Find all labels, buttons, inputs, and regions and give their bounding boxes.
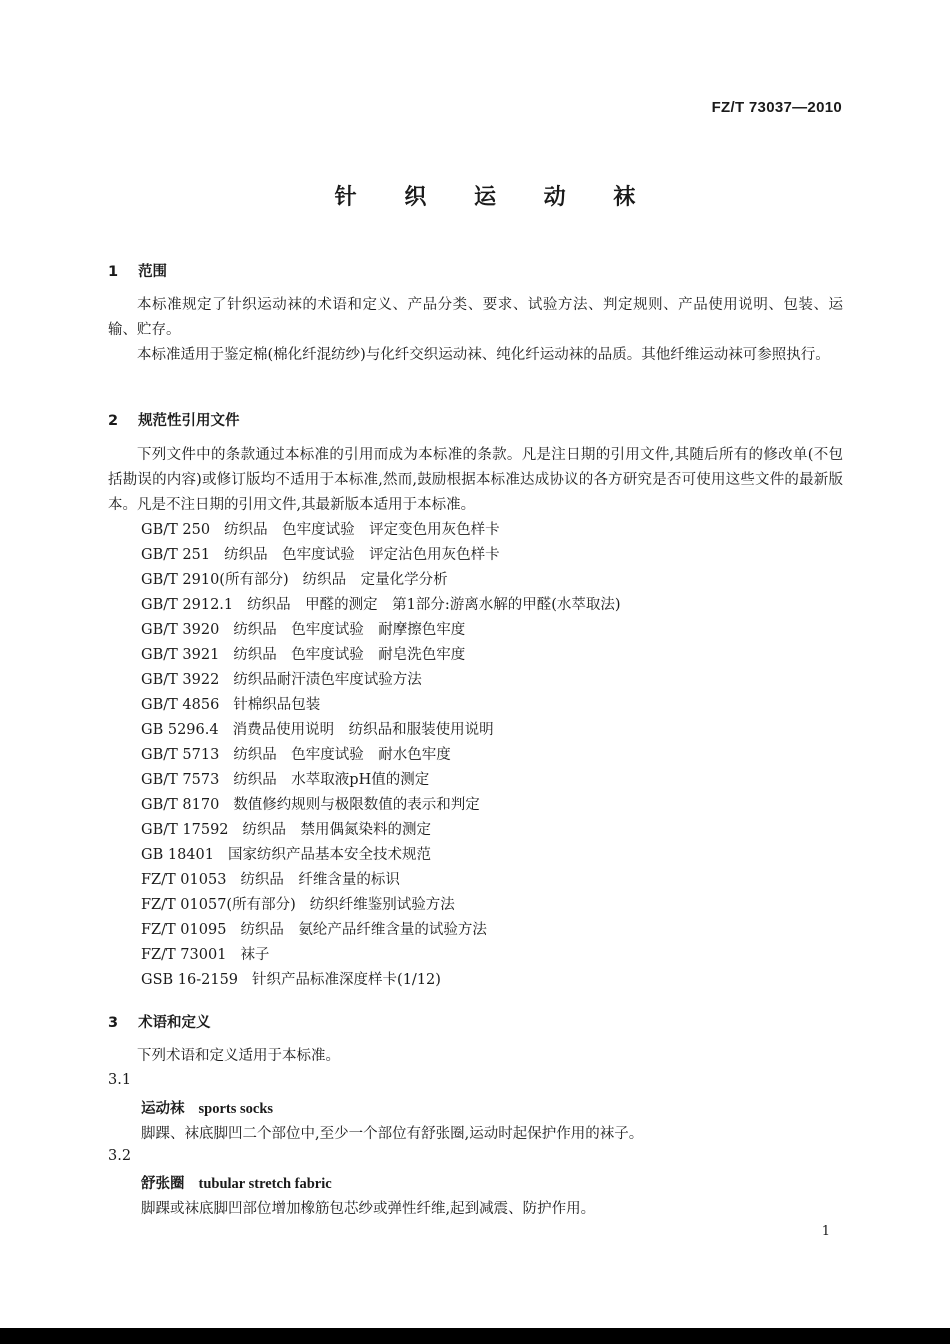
reference-item xyxy=(141,818,621,843)
reference-code: GSB 16-2159 xyxy=(141,972,239,988)
section-3-intro: 下列术语和定义适用于本标准。 xyxy=(137,1048,340,1064)
reference-code: FZ/T 01053 xyxy=(141,872,227,888)
reference-code: GB 5296.4 xyxy=(141,722,219,738)
reference-code: GB 18401 xyxy=(141,847,214,863)
reference-item xyxy=(141,968,621,993)
normative-references-list xyxy=(141,518,621,993)
reference-item xyxy=(141,593,621,618)
reference-title: 纺织品耐汗渍色牢度试验方法 xyxy=(233,672,422,688)
reference-item xyxy=(141,668,621,693)
reference-title: 纺织品 甲醛的测定 第1部分:游离水解的甲醛(水萃取法) xyxy=(247,597,621,613)
reference-item xyxy=(141,793,621,818)
reference-item xyxy=(141,918,621,943)
reference-title: 纺织品 色牢度试验 耐水色牢度 xyxy=(233,747,451,763)
section-3-heading xyxy=(108,1011,211,1032)
reference-title: 纺织纤维鉴别试验方法 xyxy=(309,897,455,913)
reference-code: GB/T 2912.1 xyxy=(141,597,234,613)
reference-item xyxy=(141,843,621,868)
reference-code: GB/T 5713 xyxy=(141,747,220,763)
reference-item xyxy=(141,868,621,893)
standard-code: FZ/T 73037—2010 xyxy=(711,99,842,116)
reference-title: 袜子 xyxy=(240,947,270,963)
reference-code: GB/T 3920 xyxy=(141,622,220,638)
term-chinese: 运动袜 xyxy=(141,1101,185,1117)
section-2-heading xyxy=(108,409,240,430)
reference-title: 国家纺织产品基本安全技术规范 xyxy=(227,847,431,863)
document-title: 针 织 运 动 袜 xyxy=(334,185,656,210)
reference-title: 消费品使用说明 纺织品和服装使用说明 xyxy=(232,722,494,738)
section-title: 规范性引用文件 xyxy=(138,413,240,429)
section-title: 术语和定义 xyxy=(138,1015,211,1031)
reference-code: GB/T 3921 xyxy=(141,647,220,663)
reference-item xyxy=(141,743,621,768)
reference-code: GB/T 250 xyxy=(141,522,211,538)
term-number: 3.1 xyxy=(108,1072,132,1088)
term-number: 3.2 xyxy=(108,1148,132,1164)
term-heading xyxy=(141,1172,332,1193)
reference-item xyxy=(141,618,621,643)
term-english: tubular stretch fabric xyxy=(198,1176,332,1192)
section-number: 3 xyxy=(108,1015,119,1031)
reference-code: FZ/T 01057(所有部分) xyxy=(141,897,296,913)
reference-code: GB/T 7573 xyxy=(141,772,220,788)
reference-item xyxy=(141,893,621,918)
page-number: 1 xyxy=(821,1224,830,1239)
reference-title: 纺织品 色牢度试验 耐皂洗色牢度 xyxy=(233,647,466,663)
reference-code: GB/T 8170 xyxy=(141,797,220,813)
reference-code: GB/T 4856 xyxy=(141,697,220,713)
reference-title: 纺织品 水萃取液pH值的测定 xyxy=(233,772,430,788)
reference-code: GB/T 17592 xyxy=(141,822,229,838)
reference-title: 数值修约规则与极限数值的表示和判定 xyxy=(233,797,480,813)
bottom-edge-bar xyxy=(0,1328,950,1344)
reference-item xyxy=(141,693,621,718)
reference-code: FZ/T 73001 xyxy=(141,947,227,963)
reference-item xyxy=(141,943,621,968)
reference-title: 针棉织品包装 xyxy=(233,697,321,713)
reference-item xyxy=(141,643,621,668)
reference-code: GB/T 2910(所有部分) xyxy=(141,572,289,588)
term-chinese: 舒张圈 xyxy=(141,1176,185,1192)
reference-title: 纺织品 色牢度试验 评定变色用灰色样卡 xyxy=(224,522,500,538)
reference-title: 纺织品 色牢度试验 耐摩擦色牢度 xyxy=(233,622,466,638)
section-title: 范围 xyxy=(138,264,168,280)
reference-title: 针织产品标准深度样卡(1/12) xyxy=(252,972,441,988)
section-number: 1 xyxy=(108,264,119,280)
reference-title: 纺织品 纤维含量的标识 xyxy=(240,872,400,888)
section-1-paragraph-1: 本标准规定了针织运动袜的术语和定义、产品分类、要求、试验方法、判定规则、产品使用说明、包装、运输、贮存。 xyxy=(108,297,843,338)
reference-code: GB/T 3922 xyxy=(141,672,220,688)
reference-code: FZ/T 01095 xyxy=(141,922,227,938)
section-number: 2 xyxy=(108,413,119,429)
reference-item xyxy=(141,568,621,593)
section-1-heading xyxy=(108,260,167,281)
section-2-intro: 下列文件中的条款通过本标准的引用而成为本标准的条款。凡是注日期的引用文件,其随后所有的修改单(不包括勘误的内容)或修订版均不适用于本标准,然而,鼓励根据本标准达成协议的各方研究是否可使用这些文件的最新版本。凡是不注日期的引用文件,其最新版本适用于本标准。 xyxy=(108,447,843,513)
section-1-paragraph-2: 本标准适用于鉴定棉(棉化纤混纺纱)与化纤交织运动袜、纯化纤运动袜的品质。其他纤维运动袜可参照执行。 xyxy=(137,347,830,363)
reference-title: 纺织品 色牢度试验 评定沾色用灰色样卡 xyxy=(224,547,500,563)
term-heading xyxy=(141,1097,273,1118)
reference-title: 纺织品 氨纶产品纤维含量的试验方法 xyxy=(240,922,487,938)
reference-item xyxy=(141,518,621,543)
reference-item xyxy=(141,718,621,743)
reference-item xyxy=(141,543,621,568)
reference-item xyxy=(141,768,621,793)
term-english: sports socks xyxy=(198,1101,274,1117)
term-definition: 脚踝、袜底脚凹二个部位中,至少一个部位有舒张圈,运动时起保护作用的袜子。 xyxy=(141,1126,644,1142)
reference-title: 纺织品 定量化学分析 xyxy=(302,572,448,588)
reference-code: GB/T 251 xyxy=(141,547,211,563)
term-definition: 脚踝或袜底脚凹部位增加橡筋包芯纱或弹性纤维,起到减震、防护作用。 xyxy=(141,1201,596,1217)
reference-title: 纺织品 禁用偶氮染料的测定 xyxy=(242,822,432,838)
